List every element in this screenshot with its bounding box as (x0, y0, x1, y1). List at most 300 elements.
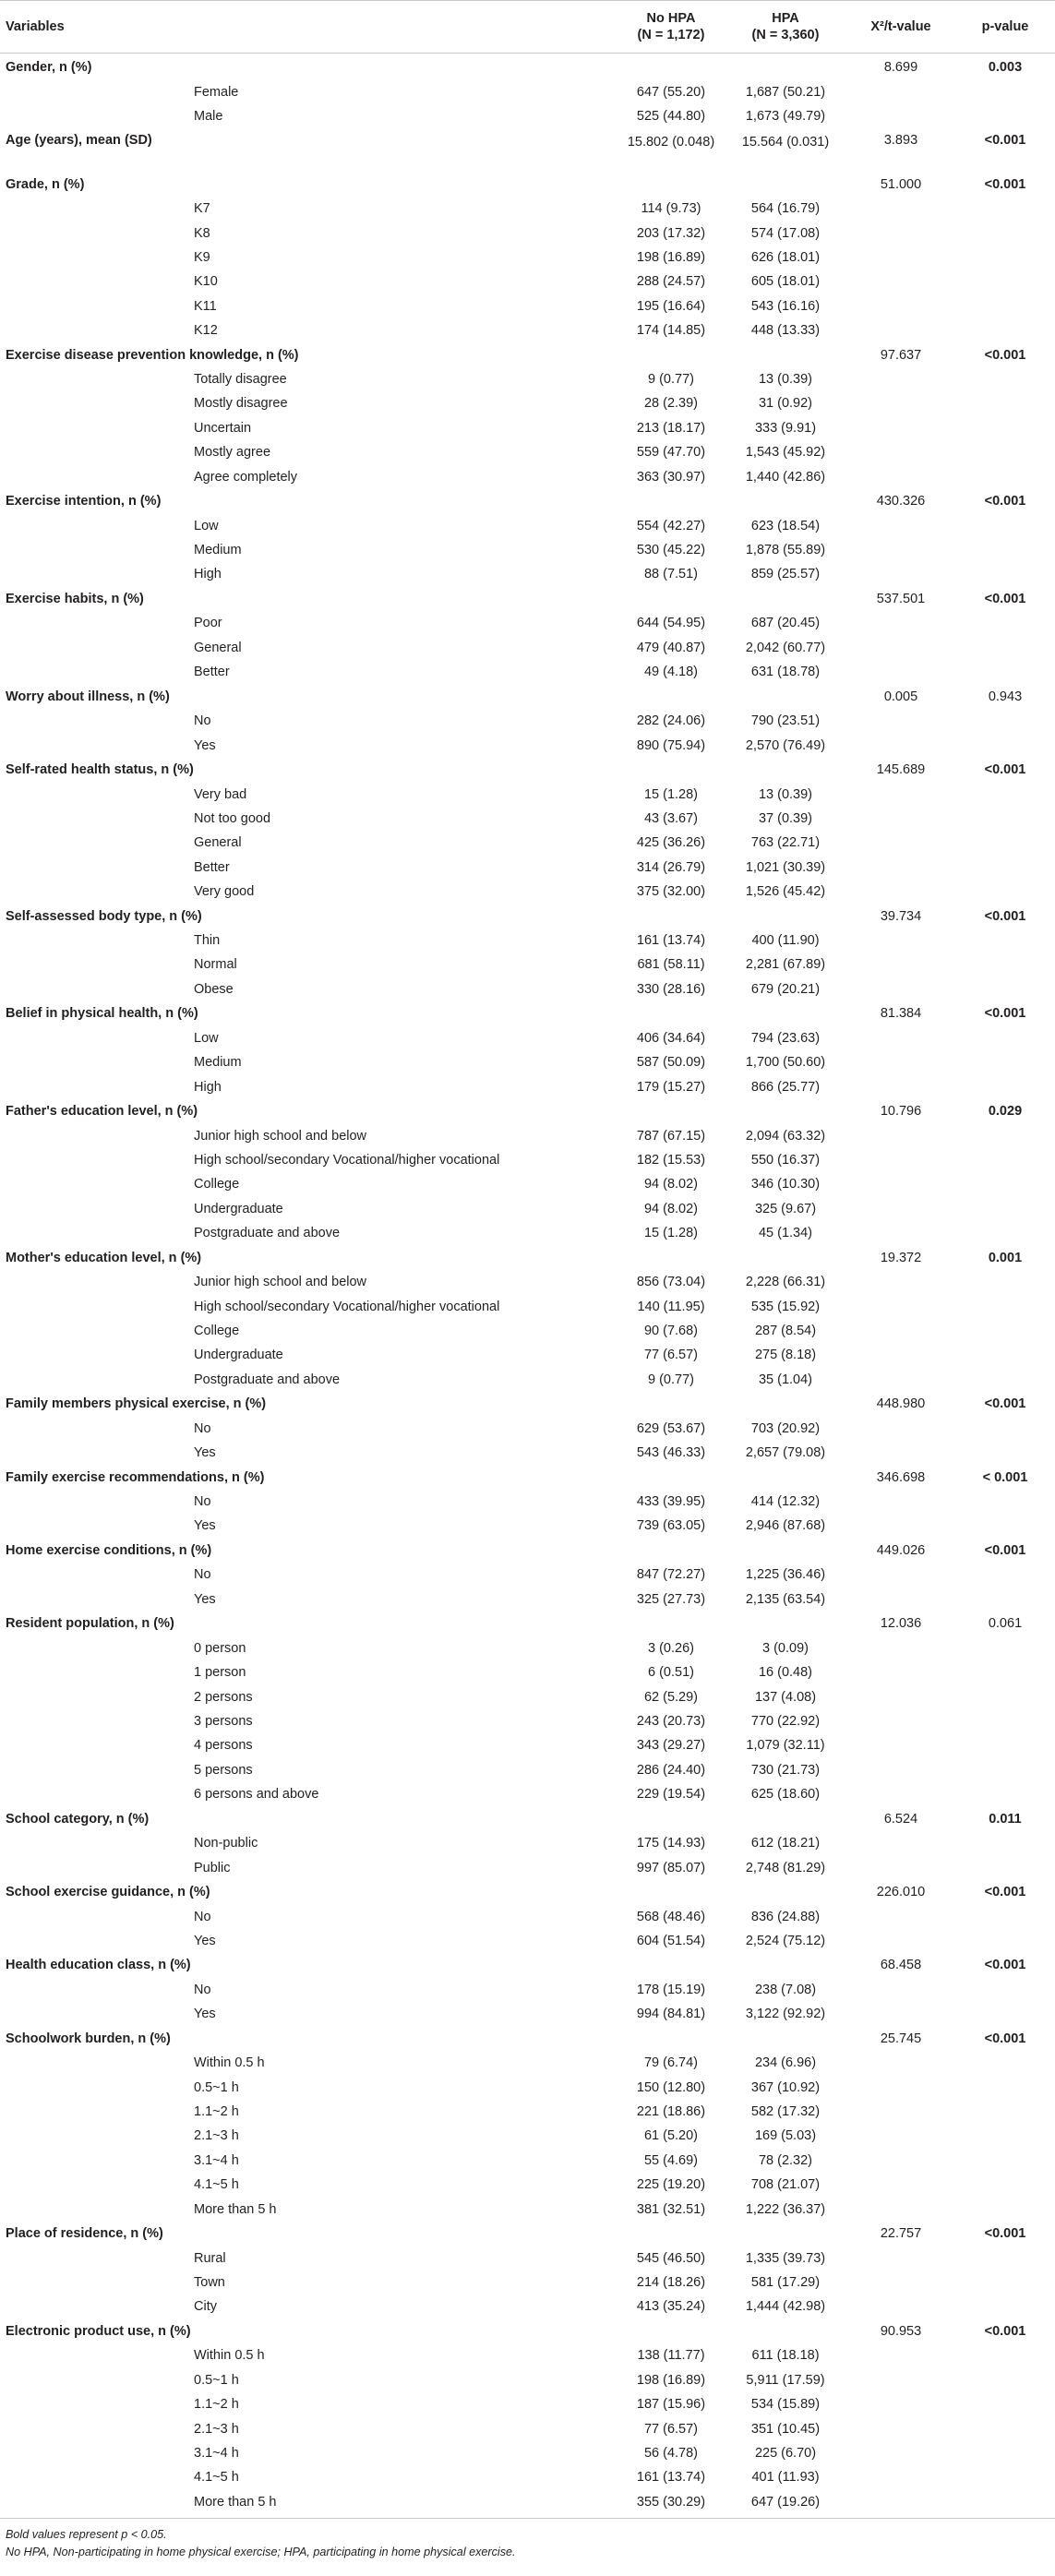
chi-t-value-cell: 90.953 (880, 2323, 922, 2339)
hpa-cell: 2,094 (63.32) (745, 1128, 826, 1144)
table-row (0, 1831, 1055, 1855)
table-row (0, 831, 1055, 855)
no-hpa-cell: 890 (75.94) (636, 737, 706, 753)
p-value-cell: <0.001 (984, 133, 1026, 149)
table-row (0, 2173, 1055, 2197)
chi-t-value-cell: 97.637 (880, 347, 922, 363)
no-hpa-cell: 647 (55.20) (636, 84, 706, 100)
no-hpa-cell: 88 (7.51) (643, 567, 699, 582)
category-label: Very good (194, 884, 255, 900)
category-label: More than 5 h (194, 2201, 277, 2217)
header-chi-t: X²/t-value (870, 19, 931, 34)
chi-t-value-cell: 448.980 (876, 1396, 926, 1412)
variable-label: Schoolwork burden, n (%) (6, 2031, 171, 2046)
category-label: High school/secondary Vocational/higher vocational (194, 1299, 500, 1314)
hpa-cell: 866 (25.77) (750, 1079, 821, 1095)
table-row (0, 221, 1055, 245)
hpa-cell: 275 (8.18) (754, 1348, 817, 1363)
category-label: Town (194, 2275, 225, 2291)
no-hpa-cell: 225 (19.20) (636, 2177, 706, 2193)
no-hpa-cell: 243 (20.73) (636, 1714, 706, 1730)
table-row (0, 856, 1055, 880)
hpa-cell: 333 (9.91) (754, 420, 817, 436)
hpa-cell: 1,673 (49.79) (745, 109, 826, 125)
no-hpa-cell: 114 (9.73) (641, 201, 701, 217)
table-row (0, 1026, 1055, 1050)
no-hpa-cell: 3 (0.26) (648, 1640, 694, 1656)
hpa-cell: 31 (0.92) (758, 396, 813, 412)
table-row (0, 660, 1055, 684)
table-row (0, 2002, 1055, 2026)
category-label: Low (194, 518, 219, 533)
variable-label: Mother's education level, n (%) (6, 1250, 202, 1265)
table-row (0, 2197, 1055, 2221)
category-label: K7 (194, 201, 210, 217)
hpa-cell: 1,021 (30.39) (745, 859, 826, 875)
no-hpa-cell: 363 (30.97) (636, 469, 706, 485)
variable-label: Gender, n (%) (6, 60, 92, 76)
category-label: No (194, 1494, 211, 1510)
hpa-cell: 15.564 (0.031) (741, 135, 830, 150)
category-label: 0.5~1 h (194, 2372, 239, 2388)
category-row (0, 684, 1055, 709)
no-hpa-cell: 425 (36.26) (636, 835, 706, 851)
p-value-cell: <0.001 (984, 1396, 1026, 1412)
hpa-cell: 611 (18.18) (751, 2348, 820, 2364)
category-label: K10 (194, 274, 218, 290)
variable-label: Age (years), mean (SD) (6, 133, 152, 149)
no-hpa-cell: 587 (50.09) (636, 1055, 706, 1071)
table-row (0, 1050, 1055, 1074)
no-hpa-cell: 214 (18.26) (636, 2275, 706, 2291)
hpa-cell: 414 (12.32) (750, 1494, 821, 1510)
table-row (0, 2149, 1055, 2173)
chi-t-value-cell: 6.524 (883, 1811, 918, 1827)
category-label: Normal (194, 957, 237, 973)
variable-label: School exercise guidance, n (%) (6, 1885, 210, 1900)
hpa-cell: 1,222 (36.37) (745, 2201, 826, 2217)
table-row (0, 80, 1055, 104)
table-row (0, 1514, 1055, 1538)
hpa-cell: 2,524 (75.12) (745, 1933, 826, 1948)
table-row (0, 2100, 1055, 2124)
category-label: Yes (194, 1445, 216, 1461)
header-hpa-label: HPA (772, 11, 799, 26)
category-label: High (194, 1079, 222, 1095)
hpa-cell: 225 (6.70) (754, 2445, 817, 2461)
header-no-hpa (617, 10, 725, 43)
category-label: No (194, 1567, 211, 1583)
table-row (0, 1855, 1055, 1879)
table-row (0, 880, 1055, 904)
table-row (0, 1733, 1055, 1757)
chi-t-value-cell: 0.005 (883, 689, 918, 704)
no-hpa-cell: 530 (45.22) (636, 543, 706, 558)
variable-label: Place of residence, n (%) (6, 2226, 163, 2242)
p-value-cell: 0.011 (989, 1811, 1022, 1827)
table-row (0, 1172, 1055, 1196)
table-row (0, 1148, 1055, 1172)
category-label: 4 persons (194, 1738, 253, 1754)
hpa-cell: 400 (11.90) (751, 933, 820, 949)
variable-label: Exercise habits, n (%) (6, 591, 144, 606)
hpa-cell: 5,911 (17.59) (746, 2372, 825, 2388)
no-hpa-cell: 175 (14.93) (636, 1836, 706, 1851)
hpa-cell: 238 (7.08) (754, 1982, 817, 1997)
header-no-hpa-n: (N = 1,172) (637, 28, 705, 42)
chi-t-value-cell: 3.893 (883, 133, 918, 149)
hpa-cell: 367 (10.92) (750, 2079, 821, 2095)
hpa-cell: 2,570 (76.49) (745, 737, 826, 753)
no-hpa-cell: 198 (16.89) (636, 249, 706, 265)
table-row (0, 929, 1055, 953)
category-label: K8 (194, 225, 210, 241)
hpa-cell: 137 (4.08) (754, 1689, 817, 1705)
category-label: 2 persons (194, 1689, 253, 1705)
no-hpa-cell: 847 (72.27) (636, 1567, 706, 1583)
no-hpa-cell: 433 (39.95) (636, 1494, 706, 1510)
category-label: K12 (194, 323, 218, 339)
hpa-cell: 1,444 (42.98) (745, 2299, 826, 2315)
category-label: 4.1~5 h (194, 2470, 239, 2486)
p-value-cell: <0.001 (984, 2031, 1026, 2046)
table-row (0, 270, 1055, 294)
no-hpa-cell: 604 (51.54) (636, 1933, 706, 1948)
hpa-cell: 687 (20.45) (750, 616, 821, 631)
footnote-bold: Bold values represent p < 0.05. (6, 2527, 167, 2541)
category-label: Yes (194, 1518, 216, 1534)
no-hpa-cell: 381 (32.51) (636, 2201, 706, 2217)
category-row (0, 128, 1055, 172)
p-value-cell: <0.001 (984, 2226, 1026, 2242)
hpa-cell: 2,228 (66.31) (745, 1275, 826, 1290)
table-row (0, 1636, 1055, 1660)
table-row (0, 2076, 1055, 2100)
category-row (0, 1001, 1055, 1026)
hpa-cell: 581 (17.29) (750, 2275, 821, 2291)
table-row (0, 1588, 1055, 1611)
table-row (0, 2368, 1055, 2392)
category-label: Not too good (194, 810, 271, 826)
no-hpa-cell: 644 (54.95) (636, 616, 706, 631)
hpa-cell: 859 (25.57) (750, 567, 821, 582)
hpa-cell: 1,687 (50.21) (745, 84, 826, 100)
category-label: Poor (194, 616, 222, 631)
category-label: Undergraduate (194, 1348, 283, 1363)
category-label: Yes (194, 2007, 216, 2022)
table-row (0, 2124, 1055, 2148)
table-row (0, 1709, 1055, 1733)
category-label: 2.1~3 h (194, 2128, 239, 2144)
variable-label: Grade, n (%) (6, 176, 85, 192)
chi-t-value-cell: 10.796 (880, 1104, 922, 1120)
variable-label: Exercise intention, n (%) (6, 494, 162, 509)
variable-label: Self-rated health status, n (%) (6, 762, 194, 778)
hpa-cell: 730 (21.73) (750, 1762, 821, 1778)
p-value-cell: <0.001 (984, 591, 1026, 606)
category-label: No (194, 1982, 211, 1997)
table-row (0, 1441, 1055, 1465)
hpa-cell: 763 (22.71) (750, 835, 821, 851)
table-row (0, 1563, 1055, 1587)
header-p-value: p-value (981, 19, 1029, 34)
p-value-cell: <0.001 (984, 347, 1026, 363)
hpa-cell: 708 (21.07) (750, 2177, 821, 2193)
p-value-cell: <0.001 (984, 494, 1026, 509)
hpa-cell: 2,748 (81.29) (745, 1860, 826, 1875)
category-label: K9 (194, 249, 210, 265)
category-label: 1.1~2 h (194, 2104, 239, 2120)
table-row (0, 1270, 1055, 1294)
table-row (0, 1904, 1055, 1928)
table-row (0, 1782, 1055, 1806)
category-label: Rural (194, 2250, 226, 2266)
hpa-cell: 2,135 (63.54) (745, 1591, 826, 1607)
table-row (0, 104, 1055, 128)
p-value-cell: 0.001 (988, 1250, 1023, 1265)
hpa-cell: 1,079 (32.11) (746, 1738, 825, 1754)
category-row (0, 587, 1055, 612)
variable-label: Father's education level, n (%) (6, 1104, 198, 1120)
variable-label: Resident population, n (%) (6, 1616, 174, 1632)
hpa-cell: 631 (18.78) (750, 665, 821, 680)
no-hpa-cell: 545 (46.50) (636, 2250, 706, 2266)
category-row (0, 1465, 1055, 1490)
hpa-cell: 1,526 (45.42) (745, 884, 826, 900)
no-hpa-cell: 15 (1.28) (643, 786, 699, 802)
table-row (0, 2343, 1055, 2367)
table-row (0, 2246, 1055, 2270)
hpa-cell: 623 (18.54) (750, 518, 821, 533)
category-row (0, 172, 1055, 197)
category-label: No (194, 1909, 211, 1924)
table-row (0, 1417, 1055, 1441)
category-row (0, 1099, 1055, 1124)
category-label: Postgraduate and above (194, 1372, 341, 1387)
table-row (0, 2441, 1055, 2465)
table-row (0, 1978, 1055, 2002)
table-row (0, 2392, 1055, 2416)
chi-t-value-cell: 145.689 (876, 762, 926, 778)
no-hpa-cell: 49 (4.18) (643, 665, 699, 680)
header-variables: Variables (6, 19, 65, 34)
no-hpa-cell: 178 (15.19) (636, 1982, 706, 1997)
hpa-cell: 45 (1.34) (758, 1226, 813, 1241)
category-label: Yes (194, 737, 216, 753)
category-row (0, 1245, 1055, 1270)
no-hpa-cell: 138 (11.77) (637, 2348, 705, 2364)
hpa-cell: 612 (18.21) (750, 1836, 821, 1851)
table-row (0, 2294, 1055, 2318)
no-hpa-cell: 198 (16.89) (636, 2372, 706, 2388)
hpa-cell: 78 (2.32) (758, 2152, 813, 2168)
hpa-cell: 448 (13.33) (750, 323, 821, 339)
chi-t-value-cell: 430.326 (876, 494, 926, 509)
table-row (0, 2490, 1055, 2514)
category-label: Junior high school and below (194, 1275, 367, 1290)
hpa-cell: 625 (18.60) (750, 1787, 821, 1803)
no-hpa-cell: 288 (24.57) (636, 274, 706, 290)
no-hpa-cell: 994 (84.81) (636, 2007, 706, 2022)
hpa-cell: 13 (0.39) (758, 786, 813, 802)
category-row (0, 55, 1055, 80)
category-label: 3 persons (194, 1714, 253, 1730)
category-label: Female (194, 84, 239, 100)
table-row (0, 2416, 1055, 2440)
hpa-cell: 287 (8.54) (754, 1323, 817, 1338)
hpa-cell: 679 (20.21) (750, 981, 821, 997)
no-hpa-cell: 343 (29.27) (636, 1738, 706, 1754)
table-row (0, 538, 1055, 562)
no-hpa-cell: 221 (18.86) (636, 2104, 706, 2120)
category-label: 5 persons (194, 1762, 253, 1778)
p-value-cell: 0.029 (988, 1104, 1023, 1120)
p-value-cell: 0.003 (988, 60, 1023, 76)
hpa-cell: 325 (9.67) (754, 1201, 817, 1216)
p-value-cell: <0.001 (984, 1958, 1026, 1973)
chi-t-value-cell: 39.734 (880, 908, 922, 924)
no-hpa-cell: 90 (7.68) (643, 1323, 699, 1338)
hpa-cell: 351 (10.45) (750, 2421, 821, 2437)
category-row (0, 2319, 1055, 2344)
table-row (0, 1294, 1055, 1318)
no-hpa-cell: 62 (5.29) (643, 1689, 699, 1705)
table-footnotes (0, 2519, 1055, 2561)
category-label: Low (194, 1030, 219, 1046)
no-hpa-cell: 787 (67.15) (636, 1128, 706, 1144)
no-hpa-cell: 479 (40.87) (636, 640, 706, 655)
no-hpa-cell: 330 (28.16) (636, 981, 706, 997)
no-hpa-cell: 9 (0.77) (648, 1372, 694, 1387)
hpa-cell: 1,225 (36.46) (745, 1567, 826, 1583)
no-hpa-cell: 187 (15.96) (636, 2397, 706, 2413)
category-label: Yes (194, 1933, 216, 1948)
table-row (0, 1319, 1055, 1343)
category-label: Undergraduate (194, 1201, 283, 1216)
hpa-cell: 564 (16.79) (750, 201, 821, 217)
no-hpa-cell: 282 (24.06) (636, 713, 706, 729)
category-row (0, 1953, 1055, 1978)
footnote-abbreviations: No HPA, Non-participating in home physical exercise; HPA, participating in home physical exercise. (6, 2545, 516, 2558)
category-row (0, 2222, 1055, 2247)
table-row (0, 294, 1055, 318)
chi-t-value-cell: 449.026 (876, 1542, 926, 1558)
no-hpa-cell: 229 (19.54) (636, 1787, 706, 1803)
category-row (0, 1392, 1055, 1417)
chi-t-value-cell: 537.501 (876, 591, 926, 606)
category-label: 1.1~2 h (194, 2397, 239, 2413)
p-value-cell: <0.001 (984, 762, 1026, 778)
category-row (0, 489, 1055, 514)
category-label: Within 0.5 h (194, 2348, 265, 2364)
hpa-cell: 550 (16.37) (750, 1153, 821, 1168)
table-row (0, 1368, 1055, 1392)
no-hpa-cell: 525 (44.80) (636, 109, 706, 125)
table-row (0, 953, 1055, 976)
chi-t-value-cell: 12.036 (880, 1616, 922, 1632)
hpa-cell: 535 (15.92) (750, 1299, 821, 1314)
hpa-cell: 1,440 (42.86) (745, 469, 826, 485)
category-label: Public (194, 1860, 231, 1875)
hpa-cell: 582 (17.32) (750, 2104, 821, 2120)
chi-t-value-cell: 25.745 (880, 2031, 922, 2046)
variable-label: Worry about illness, n (%) (6, 689, 170, 704)
category-label: City (194, 2299, 217, 2315)
no-hpa-cell: 15 (1.28) (643, 1226, 699, 1241)
p-value-cell: <0.001 (984, 2323, 1026, 2339)
no-hpa-cell: 15.802 (0.048) (627, 135, 715, 150)
hpa-cell: 2,946 (87.68) (745, 1518, 826, 1534)
p-value-cell: 0.061 (988, 1616, 1023, 1632)
no-hpa-cell: 94 (8.02) (643, 1201, 699, 1216)
chi-t-value-cell: 226.010 (876, 1885, 926, 1900)
hpa-cell: 234 (6.96) (754, 2055, 817, 2071)
table-row (0, 1684, 1055, 1708)
hpa-cell: 401 (11.93) (751, 2470, 820, 2486)
variable-label: Health education class, n (%) (6, 1958, 191, 1973)
table-row (0, 709, 1055, 733)
table-row (0, 246, 1055, 270)
category-row (0, 904, 1055, 929)
no-hpa-cell: 150 (12.80) (636, 2079, 706, 2095)
category-label: Yes (194, 1591, 216, 1607)
table-row (0, 1221, 1055, 1245)
table-row (0, 1758, 1055, 1782)
hpa-cell: 770 (22.92) (750, 1714, 821, 1730)
variable-label: Belief in physical health, n (%) (6, 1006, 198, 1022)
no-hpa-cell: 375 (32.00) (636, 884, 706, 900)
table-row (0, 391, 1055, 415)
hpa-cell: 346 (10.30) (750, 1177, 821, 1192)
category-row (0, 1880, 1055, 1905)
no-hpa-cell: 77 (6.57) (643, 2421, 699, 2437)
no-hpa-cell: 140 (11.95) (637, 1299, 705, 1314)
variable-label: Electronic product use, n (%) (6, 2323, 191, 2339)
hpa-cell: 543 (16.16) (750, 298, 821, 314)
category-label: Medium (194, 1055, 242, 1071)
category-label: 0 person (194, 1640, 246, 1656)
no-hpa-cell: 28 (2.39) (643, 396, 699, 412)
category-label: 3.1~4 h (194, 2445, 239, 2461)
category-label: College (194, 1323, 240, 1338)
category-label: Medium (194, 543, 242, 558)
no-hpa-cell: 9 (0.77) (648, 372, 694, 388)
category-label: Male (194, 109, 223, 125)
category-label: Uncertain (194, 420, 252, 436)
category-label: No (194, 1420, 211, 1436)
category-label: More than 5 h (194, 2494, 277, 2510)
p-value-cell: < 0.001 (982, 1469, 1028, 1485)
p-value-cell: <0.001 (984, 1542, 1026, 1558)
table-row (0, 197, 1055, 221)
table-row (0, 1343, 1055, 1367)
no-hpa-cell: 355 (30.29) (636, 2494, 706, 2510)
p-value-cell: <0.001 (984, 1006, 1026, 1022)
chi-t-value-cell: 81.384 (880, 1006, 922, 1022)
table-row (0, 1490, 1055, 1514)
no-hpa-cell: 286 (24.40) (636, 1762, 706, 1778)
hpa-cell: 13 (0.39) (758, 372, 813, 388)
no-hpa-cell: 203 (17.32) (636, 225, 706, 241)
variable-label: Exercise disease prevention knowledge, n (%) (6, 347, 299, 363)
no-hpa-cell: 174 (14.85) (636, 323, 706, 339)
table-body (0, 54, 1055, 2514)
hpa-cell: 2,657 (79.08) (745, 1445, 826, 1461)
table-row (0, 1660, 1055, 1684)
category-label: High school/secondary Vocational/higher vocational (194, 1153, 500, 1168)
variable-label: School category, n (%) (6, 1811, 150, 1827)
hpa-cell: 3,122 (92.92) (745, 2007, 826, 2022)
